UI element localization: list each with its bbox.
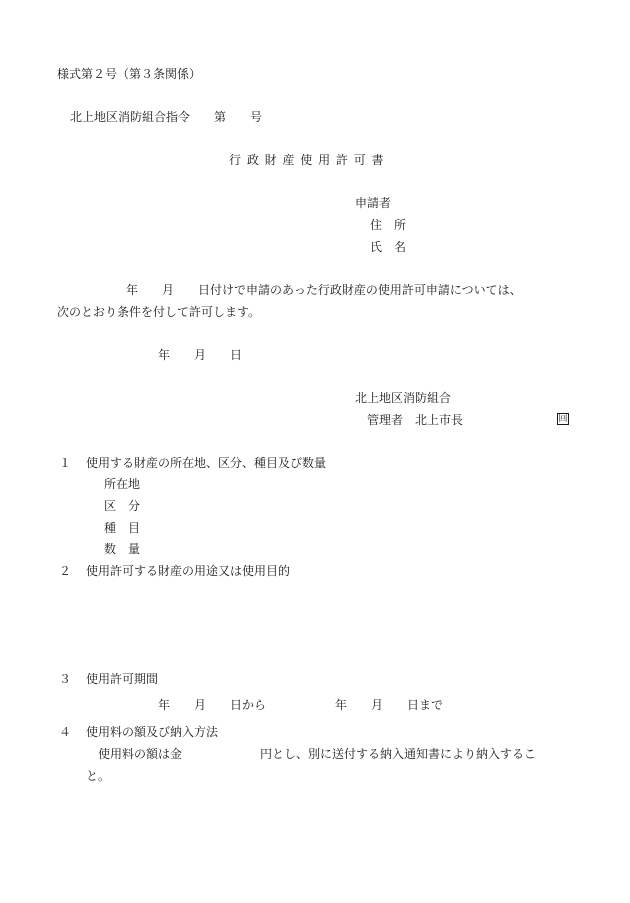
item-1-number: １	[59, 456, 72, 470]
item-2-number: ２	[59, 564, 72, 578]
body-line-2: 次のとおり条件を付して許可します。	[57, 305, 261, 319]
issue-date: 年 月 日	[158, 348, 243, 362]
item-1-heading: 使用する財産の所在地、区分、種目及び数量	[86, 456, 327, 470]
item-4-heading: 使用料の額及び納入方法	[86, 725, 219, 739]
issuer-organization: 北上地区消防組合	[355, 391, 452, 405]
item-3-period-to: 年 月 日まで	[335, 698, 444, 712]
seal-icon: 回	[558, 413, 568, 424]
body-line-1: 年 月 日付けで申請のあった行政財産の使用許可申請については、	[126, 283, 522, 297]
item-4-detail-start: 使用料の額は金	[98, 747, 183, 761]
applicant-label: 申請者	[355, 196, 392, 210]
form-number: 様式第２号（第３条関係）	[57, 67, 202, 81]
item-3-heading: 使用許可期間	[86, 672, 159, 686]
applicant-address-label: 住 所	[370, 218, 407, 232]
item-1-type-label: 種 目	[104, 521, 141, 535]
item-4-detail-end: 円とし、別に送付する納入通知書により納入するこ	[260, 747, 537, 761]
applicant-name-label: 氏 名	[370, 240, 407, 254]
item-2-heading: 使用許可する財産の用途又は使用目的	[86, 564, 291, 578]
item-1-category-label: 区 分	[104, 499, 141, 513]
directive-number: 北上地区消防組合指令 第 号	[70, 110, 263, 124]
item-4-detail-line-2: と。	[86, 769, 111, 783]
item-1-quantity-label: 数 量	[104, 542, 141, 556]
issuer-manager: 管理者 北上市長	[367, 413, 464, 427]
item-3-period-from: 年 月 日から	[158, 698, 267, 712]
item-3-number: ３	[59, 672, 72, 686]
document-title: 行 政 財 産 使 用 許 可 書	[229, 153, 385, 167]
item-4-number: ４	[59, 725, 72, 739]
item-1-location-label: 所在地	[104, 477, 141, 491]
